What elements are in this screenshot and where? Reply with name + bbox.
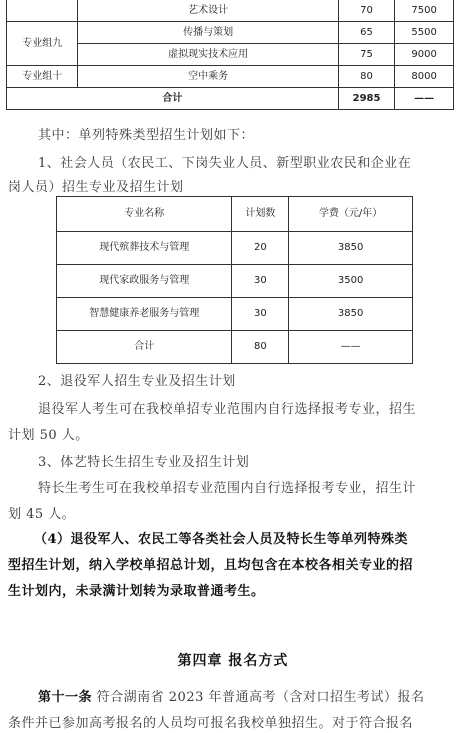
paragraph-note-cont: 型招生计划，纳入学校单招总计划，且均包含在本校各相关专业的招 (8, 558, 414, 573)
plan-cell: 70 (338, 0, 395, 22)
plan-cell: 65 (338, 22, 395, 44)
fee-cell: 3500 (289, 265, 413, 298)
total-fee: —— (289, 331, 413, 364)
header-name: 专业名称 (57, 197, 232, 232)
total-label: 合计 (7, 88, 339, 110)
paragraph-talent-heading: 3、体艺特长生招生专业及招生计划 (38, 455, 250, 470)
paragraph-social-heading-cont: 岗人员）招生专业及招生计划 (8, 180, 184, 195)
fee-cell: 3850 (289, 298, 413, 331)
fee-cell: 3850 (289, 232, 413, 265)
paragraph-special-plan: 其中：单列特殊类型招生计划如下： (38, 128, 255, 143)
paragraph-note: （4）退役军人、农民工等各类社会人员及特长生等单列特殊类 (34, 532, 409, 547)
table-header-row (57, 197, 413, 232)
group-cell: 专业组十 (7, 66, 78, 88)
paragraph-talent-body-cont: 划 45 人。 (8, 507, 76, 522)
total-label: 合计 (57, 331, 232, 364)
group-cell: 专业组九 (7, 22, 78, 66)
article-label: 第十一条 (38, 690, 93, 705)
name-cell: 智慧健康养老服务与管理 (57, 298, 232, 331)
header-plan: 计划数 (232, 197, 289, 232)
fee-cell: 5500 (395, 22, 454, 44)
table-row (7, 66, 454, 88)
article-text: 符合湖南省 2023 年普通高考（含对口招生考试）报名 (92, 690, 425, 705)
paragraph-social-heading: 1、社会人员（农民工、下岗失业人员、新型职业农民和企业在 (38, 156, 412, 171)
major-cell: 虚拟现实技术应用 (78, 44, 338, 66)
fee-cell: 8000 (395, 66, 454, 88)
plan-cell: 30 (232, 298, 289, 331)
total-plan: 2985 (338, 88, 395, 110)
article-eleven (38, 686, 466, 705)
total-plan: 80 (232, 331, 289, 364)
table-row (57, 298, 413, 331)
total-fee: —— (395, 88, 454, 110)
total-row (7, 88, 454, 110)
table-row (7, 0, 454, 22)
plan-cell: 30 (232, 265, 289, 298)
fee-cell: 7500 (395, 0, 454, 22)
social-plan-table (56, 196, 413, 364)
major-cell: 空中乘务 (78, 66, 338, 88)
table-row (57, 232, 413, 265)
name-cell: 现代家政服务与管理 (57, 265, 232, 298)
chapter-title: 第四章 报名方式 (177, 653, 289, 669)
major-cell: 艺术设计 (78, 0, 338, 22)
article-eleven-cont: 条件并已参加高考报名的人员均可报名我校单独招生。对于符合报名 (8, 716, 414, 731)
plan-cell: 20 (232, 232, 289, 265)
major-cell: 传播与策划 (78, 22, 338, 44)
table-row (7, 22, 454, 44)
header-fee: 学费（元/年） (289, 197, 413, 232)
plan-cell: 75 (338, 44, 395, 66)
paragraph-talent-body: 特长生考生可在我校单招专业范围内自行选择报考专业，招生计 (38, 481, 417, 496)
plan-cell: 80 (338, 66, 395, 88)
fee-cell: 9000 (395, 44, 454, 66)
name-cell: 现代殡葬技术与管理 (57, 232, 232, 265)
paragraph-note-cont: 生计划内，未录满计划转为录取普通考生。 (8, 584, 265, 599)
table-row (57, 265, 413, 298)
major-plan-table (6, 0, 454, 110)
group-cell (7, 0, 78, 22)
paragraph-veteran-body: 退役军人考生可在我校单招专业范围内自行选择报考专业，招生 (38, 402, 417, 417)
total-row (57, 331, 413, 364)
paragraph-veteran-heading: 2、退役军人招生专业及招生计划 (38, 374, 236, 389)
paragraph-veteran-body-cont: 计划 50 人。 (8, 428, 89, 443)
